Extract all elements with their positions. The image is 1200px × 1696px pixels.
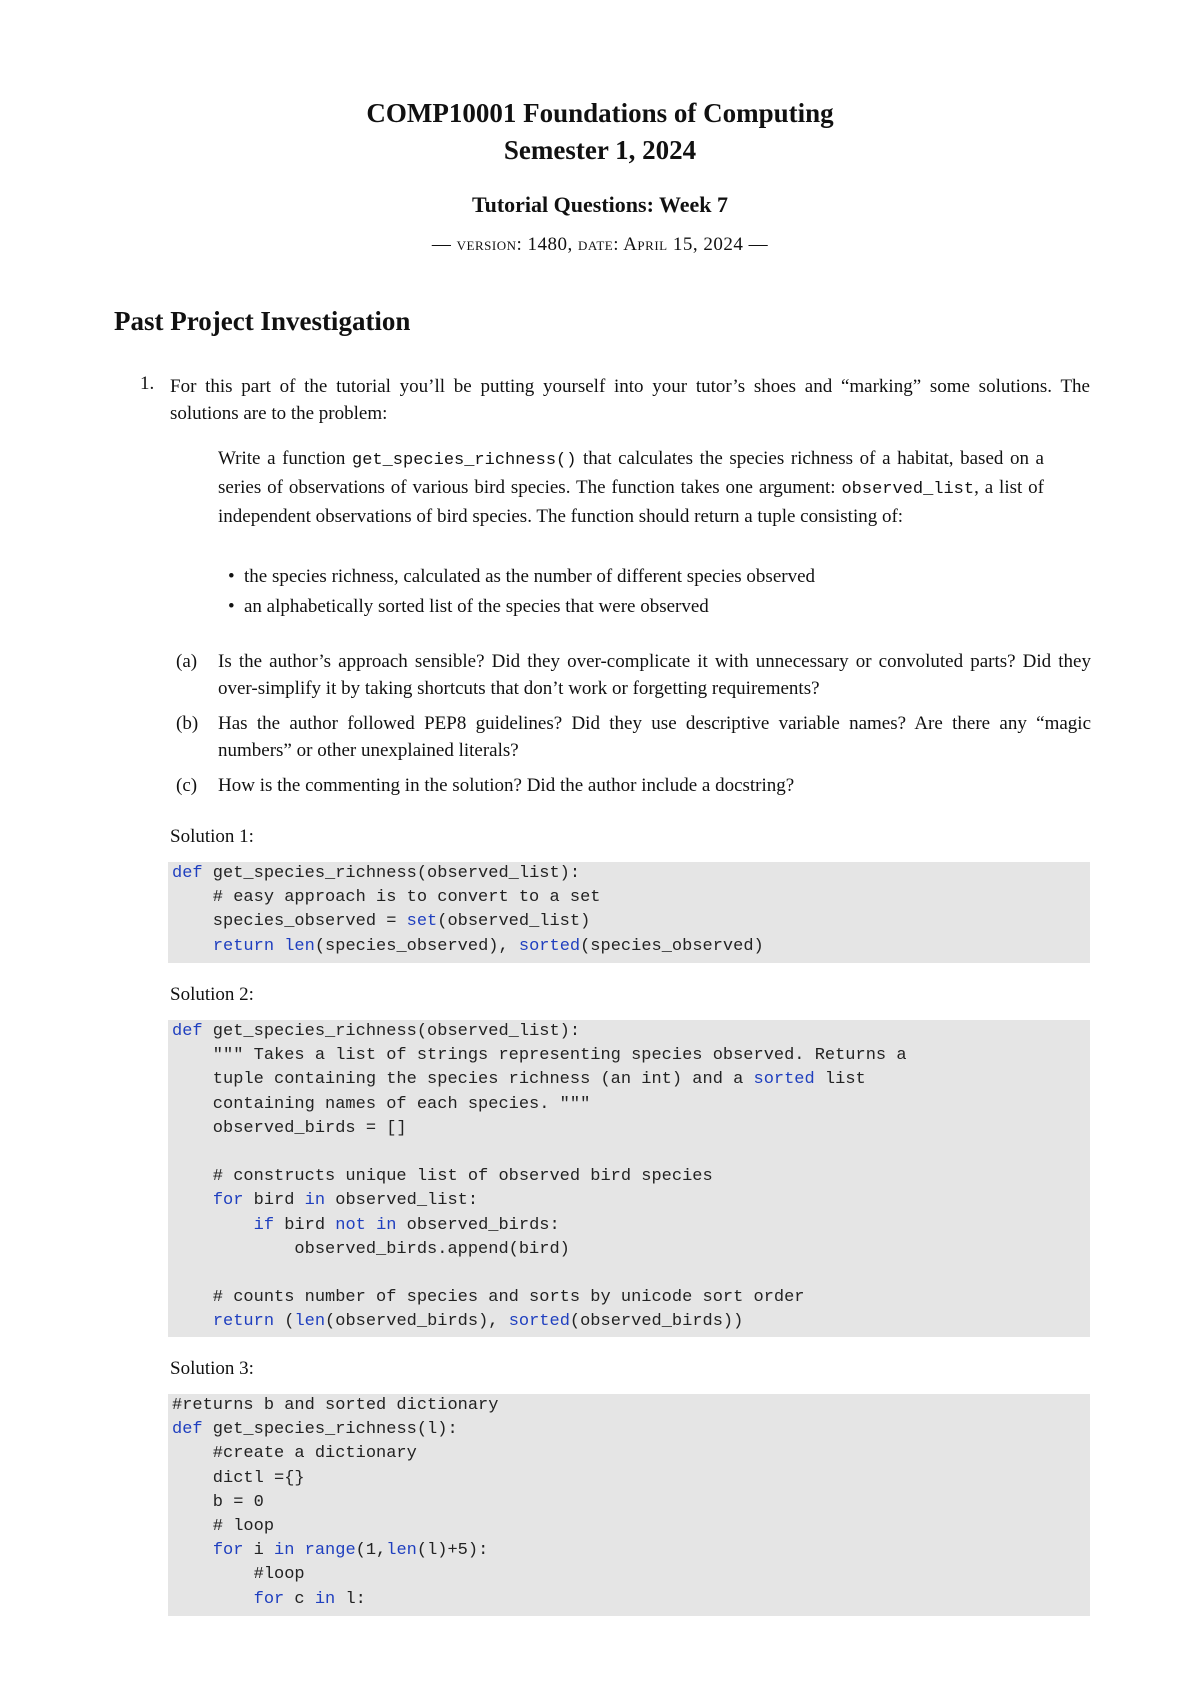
problem-text-1: Write a function xyxy=(218,448,352,469)
version-dash-left: — xyxy=(431,234,457,255)
code-block xyxy=(172,862,1086,959)
subquestion-text: Has the author followed PEP8 guidelines? Did they use descriptive variable names? Are there any “magic numbers” or other unexplained literals? xyxy=(218,713,1091,761)
code-line: if bird not in observed_birds: xyxy=(253,1215,560,1235)
code-line: # easy approach is to convert to a set xyxy=(172,888,601,908)
list-item-text: the species richness, calculated as the number of different species observed xyxy=(244,566,816,587)
code-keyword: in xyxy=(304,1191,326,1211)
code-keyword: return xyxy=(212,936,275,956)
code-line: return (len(observed_birds), sorted(observed_birds)) xyxy=(212,1312,744,1332)
code-line: # loop xyxy=(172,1517,275,1537)
code-line: for bird in observed_list: xyxy=(212,1191,479,1211)
question-text: For this part of the tutorial you’ll be putting yourself into your tutor’s shoes and “marking” some solutions. The solutions are to the problem: xyxy=(170,376,1090,424)
version-value: : 1480, xyxy=(516,234,579,255)
code-line: # counts number of species and sorts by unicode sort order xyxy=(172,1288,805,1308)
code-keyword: set xyxy=(406,912,438,932)
code-line: for c in l: xyxy=(253,1589,366,1609)
problem-text-3: , a list of independent observations of bird species. The function should return a tuple consisting of: xyxy=(218,477,1045,527)
function-name: get_species_richness() xyxy=(352,451,577,470)
code-keyword: def xyxy=(172,1420,203,1440)
code-keyword: for xyxy=(212,1191,244,1211)
code-line: def get_species_richness(l): xyxy=(172,1420,458,1440)
code-line: #loop xyxy=(172,1565,305,1585)
list-item-text: an alphabetically sorted list of the species that were observed xyxy=(244,596,709,617)
argument-name: observed_list xyxy=(841,480,975,499)
code-block xyxy=(172,1020,1086,1335)
course-title: COMP10001 Foundations of Computing xyxy=(366,98,834,128)
code-line: containing names of each species. """ xyxy=(172,1094,591,1114)
code-keyword: return xyxy=(212,1312,275,1332)
version-line xyxy=(0,234,1200,256)
code-keyword: not xyxy=(335,1215,366,1235)
code-line: for i in range(1,len(l)+5): xyxy=(212,1541,489,1561)
code-line: return len(species_observed), sorted(species_observed) xyxy=(212,936,764,956)
solution-2-label: Solution 2: xyxy=(170,984,254,1005)
tutorial-title: Tutorial Questions: Week 7 xyxy=(471,192,729,217)
requirement-list xyxy=(228,563,1044,623)
list-item xyxy=(228,593,1044,623)
code-keyword: if xyxy=(253,1215,275,1235)
code-line: #create a dictionary xyxy=(172,1444,417,1464)
code-block xyxy=(172,1394,1086,1612)
code-line xyxy=(172,1141,1086,1165)
code-keyword: in xyxy=(376,1215,397,1235)
code-keyword: for xyxy=(253,1589,285,1609)
section-title: Past Project Investigation xyxy=(114,306,411,336)
version-dash-right: — xyxy=(743,234,769,255)
solution-2-code xyxy=(168,1020,1090,1337)
code-keyword: len xyxy=(386,1541,417,1561)
subquestion-label: (a) xyxy=(176,651,198,672)
problem-statement xyxy=(218,445,1044,530)
code-line xyxy=(172,1262,1086,1286)
code-line: # constructs unique list of observed bird species xyxy=(172,1167,713,1187)
code-line: observed_birds = [] xyxy=(172,1118,407,1138)
version-label: version xyxy=(456,234,517,255)
code-keyword: in xyxy=(274,1541,295,1561)
code-keyword: sorted xyxy=(508,1312,570,1332)
problem-text-2: that calculates the species richness of a habitat, based on a series of observations of various bird species. The function takes one argument: xyxy=(218,448,1044,498)
date-label: date xyxy=(578,234,614,255)
semester-title: Semester 1, 2024 xyxy=(503,135,697,165)
solution-1-label: Solution 1: xyxy=(170,826,254,847)
subquestion-text: How is the commenting in the solution? Did the author include a docstring? xyxy=(218,775,795,796)
code-line: b = 0 xyxy=(172,1492,264,1512)
code-line: #returns b and sorted dictionary xyxy=(172,1396,499,1415)
solution-3-label: Solution 3: xyxy=(170,1358,254,1379)
code-keyword: len xyxy=(284,936,315,956)
code-line: species_observed = set(observed_list) xyxy=(172,912,591,932)
code-keyword: range xyxy=(304,1541,356,1561)
code-keyword: def xyxy=(172,1022,203,1041)
solution-1-code xyxy=(168,862,1090,963)
bullet-icon: • xyxy=(228,596,235,617)
subquestion-text: Is the author’s approach sensible? Did they over-complicate it with unnecessary or convoluted parts? Did they over-simplify it by taking shortcuts that don’t work or forgetting requirements? xyxy=(218,651,1091,699)
bullet-icon: • xyxy=(228,566,235,587)
code-line: """ Takes a list of strings representing species observed. Returns a xyxy=(172,1046,907,1066)
subquestion-label: (c) xyxy=(176,775,198,796)
code-line: tuple containing the species richness (an int) and a sorted list xyxy=(172,1070,866,1090)
code-keyword: sorted xyxy=(753,1070,815,1090)
question-number: 1. xyxy=(140,373,155,394)
subquestion-label: (b) xyxy=(176,713,199,734)
solution-3-code xyxy=(168,1394,1090,1616)
code-keyword: for xyxy=(212,1541,244,1561)
code-line: observed_birds.append(bird) xyxy=(172,1239,570,1259)
code-keyword: in xyxy=(314,1589,336,1609)
code-line: def get_species_richness(observed_list): xyxy=(172,1022,581,1041)
code-keyword: def xyxy=(172,864,203,883)
list-item xyxy=(228,563,1044,593)
code-line: dictl ={} xyxy=(172,1468,305,1488)
code-line: def get_species_richness(observed_list): xyxy=(172,864,581,883)
code-keyword: sorted xyxy=(518,936,581,956)
date-value: : April 15, 2024 xyxy=(613,234,744,255)
code-keyword: len xyxy=(294,1312,326,1332)
